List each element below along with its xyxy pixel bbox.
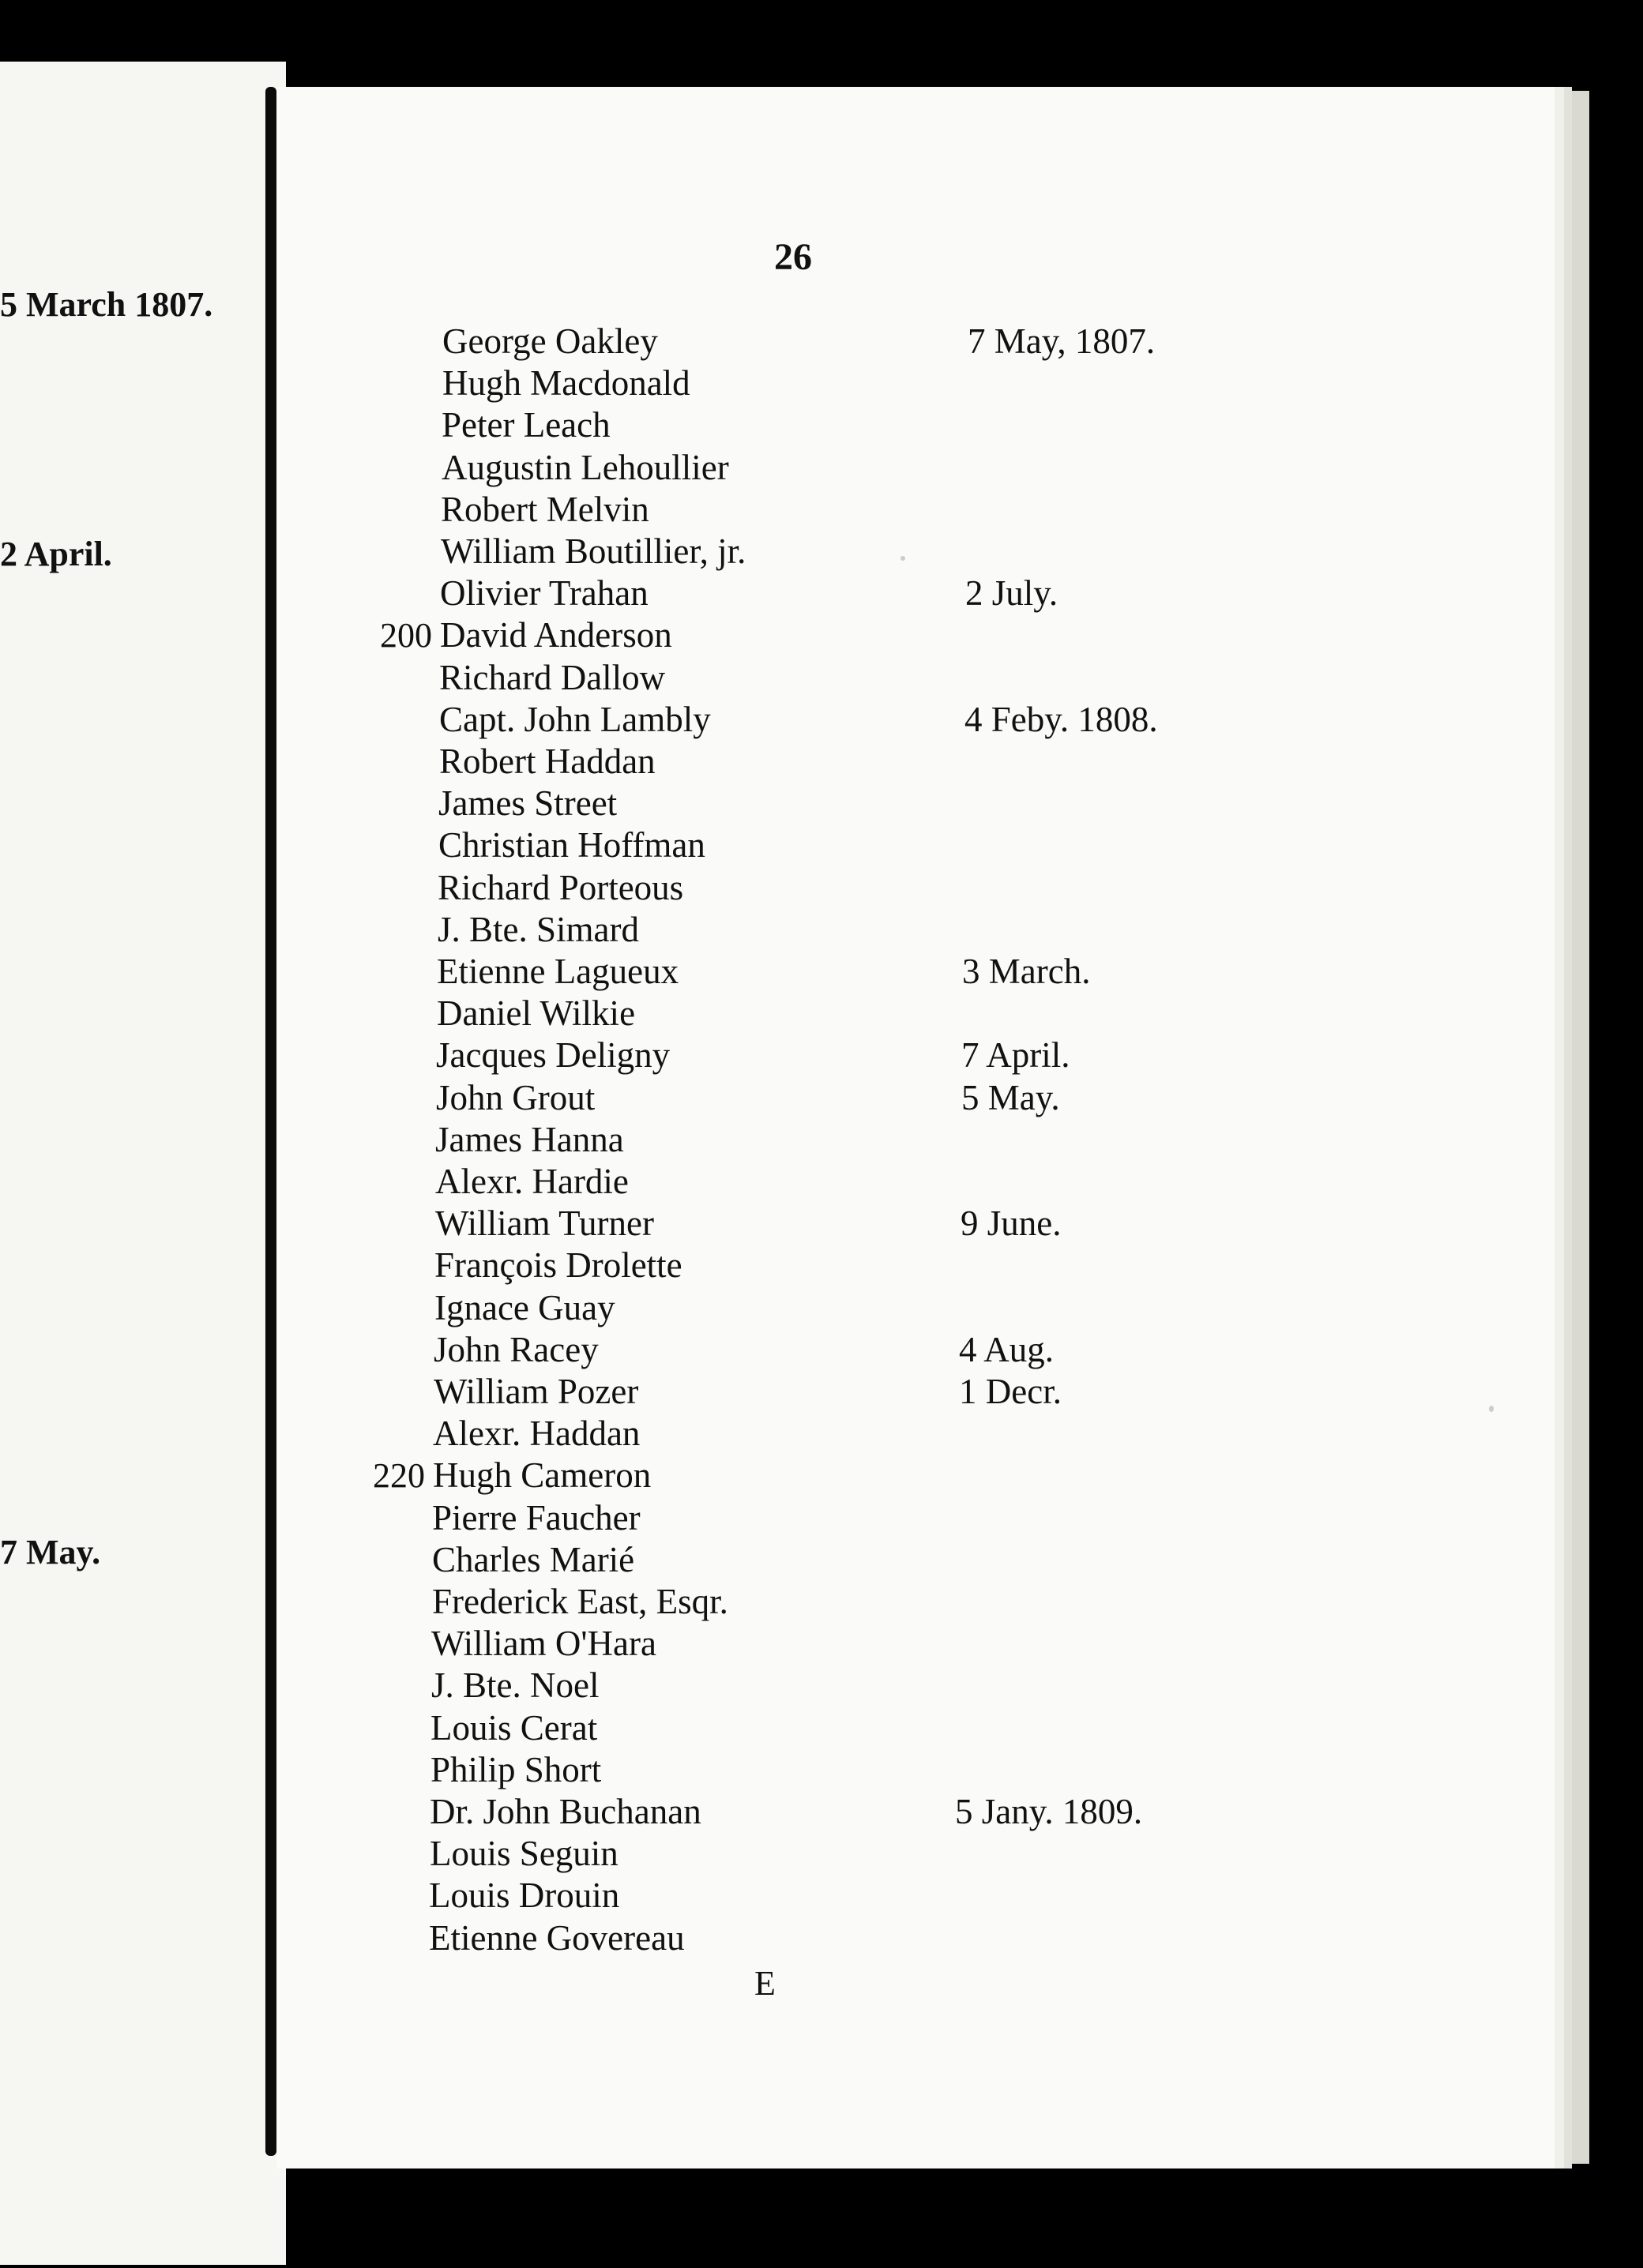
entry-date: 5 Jany. 1809. [955, 1792, 1143, 1831]
entry-name: James Street [438, 783, 618, 823]
entry-name: Dr. John Buchanan [430, 1792, 701, 1831]
book-spine [265, 87, 276, 2156]
left-page-date: 7 May. [0, 1533, 101, 1571]
entry-name: William Pozer [434, 1372, 639, 1411]
entry-name: Louis Seguin [430, 1834, 618, 1873]
entry-name: François Drolette [434, 1245, 682, 1285]
entry-name: Capt. John Lambly [439, 700, 711, 739]
entry-name: James Hanna [435, 1120, 624, 1159]
entry-name: William Turner [435, 1203, 654, 1243]
entry-name: William Boutillier, jr. [441, 531, 746, 571]
entry-name: J. Bte. Noel [431, 1665, 600, 1705]
entry-date: 7 April. [961, 1035, 1070, 1075]
entry-name: Philip Short [430, 1750, 602, 1789]
entry-name: Louis Drouin [429, 1876, 620, 1915]
entry-date: 4 Feby. 1808. [964, 700, 1158, 739]
entry-name: Frederick East, Esqr. [432, 1582, 728, 1621]
entry-date: 9 June. [961, 1203, 1062, 1243]
entry-name: Richard Porteous [438, 868, 684, 907]
entry-name: John Grout [436, 1078, 596, 1117]
ink-speck [900, 556, 905, 561]
entry-name: Richard Dallow [439, 658, 666, 697]
entry-date: 2 July. [965, 573, 1058, 613]
entry-name: J. Bte. Simard [438, 910, 639, 949]
entry-date: 5 May. [961, 1078, 1060, 1117]
entry-name: Daniel Wilkie [437, 993, 636, 1033]
entry-name: Louis Cerat [430, 1708, 598, 1748]
left-page-date: 2 April. [0, 535, 112, 573]
entry-name: Charles Marié [432, 1540, 635, 1579]
entry-name: William O'Hara [431, 1624, 656, 1663]
signature-mark: E [754, 1964, 776, 2003]
entry-name: Olivier Trahan [440, 573, 649, 613]
page-edge [1572, 91, 1589, 2164]
entry-name: Hugh Macdonald [442, 363, 690, 403]
entry-date: 4 Aug. [959, 1330, 1055, 1369]
entry-name: John Racey [434, 1330, 599, 1369]
entry-name: Robert Melvin [441, 490, 649, 529]
entry-date: 7 May, 1807. [968, 321, 1156, 361]
entry-name: David Anderson [440, 615, 672, 655]
previous-page-fragment [0, 62, 286, 2265]
entry-name: Etienne Lagueux [437, 952, 679, 991]
ink-speck [1489, 1406, 1494, 1412]
entry-name: Etienne Govereau [429, 1918, 685, 1958]
entry-name: Augustin Lehoullier [442, 448, 729, 487]
entry-name: Christian Hoffman [438, 825, 705, 865]
entry-name: Alexr. Hardie [435, 1162, 629, 1201]
entry-number: 200 [380, 616, 432, 655]
entry-name: Robert Haddan [439, 742, 656, 781]
entry-name: Hugh Cameron [433, 1455, 652, 1495]
entry-name: Peter Leach [442, 405, 611, 445]
entry-name: Jacques Deligny [436, 1035, 671, 1075]
page-number: 26 [774, 236, 812, 278]
entry-date: 1 Decr. [959, 1372, 1062, 1411]
entry-name: Alexr. Haddan [433, 1414, 641, 1453]
entry-name: Pierre Faucher [432, 1498, 641, 1538]
entry-name: George Oakley [442, 321, 658, 361]
left-page-date: 5 March 1807. [0, 285, 213, 324]
entry-date: 3 March. [962, 952, 1091, 991]
entry-number: 220 [373, 1456, 425, 1495]
entry-name: Ignace Guay [434, 1288, 615, 1327]
